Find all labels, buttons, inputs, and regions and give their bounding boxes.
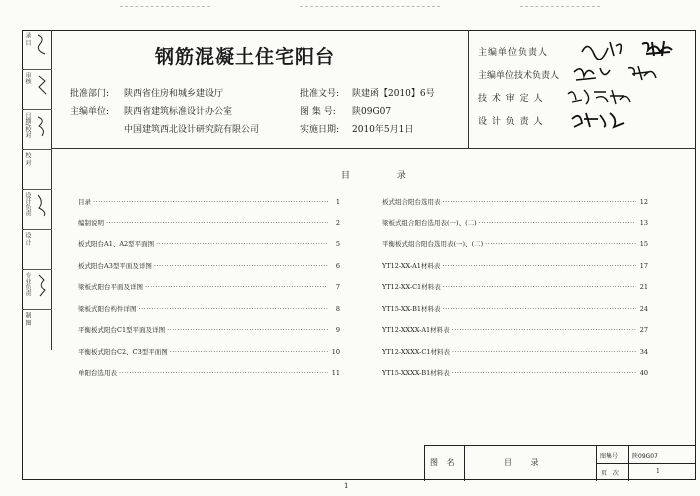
chief-editor-2: 中国建筑西北设计研究院有限公司 <box>124 125 260 135</box>
side-cell <box>22 70 52 110</box>
unit-head-label: 主编单位负责人 <box>478 48 549 58</box>
toc-entry[interactable] <box>382 304 648 313</box>
handwritten-signature <box>570 109 630 131</box>
leader-dots <box>452 348 636 356</box>
handwritten-signature <box>36 272 48 298</box>
handwritten-signature <box>566 86 646 108</box>
leader-dots <box>452 369 636 377</box>
toc-entry-page: 17 <box>639 262 648 270</box>
drawing-name: 目 录 <box>504 458 547 467</box>
toc-entry-title: YT12-XXXX-A1材料表 <box>382 326 450 334</box>
toc-entry-title: 板式阳台A1、A2型平面图 <box>78 240 155 248</box>
toc-entry-page: 5 <box>335 240 340 248</box>
toc-entry[interactable] <box>382 282 648 291</box>
toc-entry-title: 目录 <box>78 198 91 206</box>
side-cell <box>22 30 52 70</box>
leader-dots <box>442 262 636 270</box>
toc-entry-title: 梁板式阳台平面及详图 <box>78 283 143 291</box>
leader-dots <box>139 305 329 313</box>
title-block <box>424 445 696 481</box>
toc-entry[interactable] <box>78 304 340 313</box>
side-label: 专业负责 <box>24 272 31 296</box>
title-block-rule <box>596 463 696 464</box>
side-signature-strip <box>22 30 52 350</box>
toc-entry-title: 平衡板式组合阳台选用表(一)、(二) <box>382 240 484 248</box>
tech-head-label: 主编单位技术负责人 <box>478 71 560 81</box>
toc-entry[interactable] <box>382 325 648 334</box>
toc-entry-title: 编制说明 <box>78 219 104 227</box>
approval-doc-label: 批准文号: <box>300 89 340 99</box>
chief-editor-1: 陕西省建筑标准设计办公室 <box>124 107 233 117</box>
toc-entry-page: 21 <box>639 283 648 291</box>
toc-entry-page: 24 <box>639 305 648 313</box>
page-title: 钢筋混凝土住宅阳台 <box>155 46 336 68</box>
approval-doc: 陕建函【2010】6号 <box>352 89 435 99</box>
effective-date-label: 实施日期: <box>300 125 340 135</box>
scan-edge-mark <box>120 6 210 7</box>
side-cell <box>22 190 52 230</box>
toc-entry-title: 板式阳台A3型平面及详图 <box>78 262 152 270</box>
handwritten-signature <box>580 38 680 60</box>
toc-entry[interactable] <box>78 239 340 248</box>
leader-dots <box>452 326 636 334</box>
toc-entry[interactable] <box>78 325 340 334</box>
side-label: 校 对 <box>24 152 31 166</box>
approval-dept: 陕西省住房和城乡建设厅 <box>124 89 224 99</box>
toc-title: 目 录 <box>341 171 428 181</box>
leader-dots <box>167 326 328 334</box>
atlas-value: 陕09G07 <box>632 453 658 460</box>
toc-entry-page: 7 <box>335 283 340 291</box>
toc-entry-title: 板式组合阳台选用表 <box>382 198 441 206</box>
side-cell <box>22 310 52 350</box>
toc-entry-page: 8 <box>335 305 340 313</box>
toc-entry-title: YT12-XX-C1材料表 <box>382 283 441 291</box>
effective-date: 2010年5月1日 <box>352 125 414 135</box>
toc-entry-title: YT15-XXXX-B1材料表 <box>382 369 450 377</box>
toc-entry-page: 12 <box>639 198 648 206</box>
side-cell <box>22 270 52 310</box>
toc-entry-page: 40 <box>639 369 648 377</box>
toc-entry-title: 平衡板式阳台C1型平面及详图 <box>78 326 166 334</box>
side-cell <box>22 230 52 270</box>
toc-entry-page: 10 <box>331 348 340 356</box>
toc-entry-title: 单阳台选用表 <box>78 369 117 377</box>
leader-dots <box>145 283 328 291</box>
leader-dots <box>485 240 636 248</box>
side-cell <box>22 150 52 190</box>
page-number: 1 <box>344 482 349 490</box>
handwritten-signature <box>36 192 48 218</box>
side-label: 日期/校对 <box>24 112 31 139</box>
toc-entry[interactable] <box>382 347 648 356</box>
header-divider <box>468 30 469 148</box>
toc-entry[interactable] <box>78 347 340 356</box>
leader-dots <box>443 283 636 291</box>
designer-label: 设 计 负 责 人 <box>478 117 544 127</box>
leader-dots <box>479 219 636 227</box>
page-value: 1 <box>656 468 660 475</box>
toc-entry[interactable] <box>78 282 340 291</box>
toc-entry-page: 6 <box>335 262 340 270</box>
toc-entry-title: YT15-XX-B1材料表 <box>382 305 441 313</box>
atlas-no: 陕09G07 <box>352 107 392 117</box>
side-label: 设 计 <box>24 232 31 246</box>
atlas-no-label: 图 集 号: <box>300 107 336 117</box>
toc-entry-page: 15 <box>639 240 648 248</box>
toc-entry-title: YT12-XXXX-C1材料表 <box>382 348 450 356</box>
leader-dots <box>443 305 637 313</box>
toc-entry-page: 1 <box>335 198 340 206</box>
scan-edge-mark <box>520 6 600 7</box>
reviewer-label: 技 术 审 定 人 <box>478 94 544 104</box>
side-cell <box>22 110 52 150</box>
leader-dots <box>93 198 328 206</box>
leader-dots <box>156 240 328 248</box>
title-block-rule <box>424 446 425 481</box>
drawing-name-label: 图 名 <box>430 458 458 467</box>
side-label: 设计负责 <box>24 192 31 216</box>
header-bottom-rule <box>52 148 696 149</box>
page-label: 页 次 <box>601 470 621 477</box>
toc-entry[interactable] <box>382 197 648 206</box>
toc-entry-page: 9 <box>335 326 340 334</box>
handwritten-signature <box>36 32 48 58</box>
leader-dots <box>443 198 637 206</box>
toc-entry-page: 27 <box>639 326 648 334</box>
toc-entry-page: 11 <box>331 369 340 377</box>
toc-entry[interactable] <box>382 239 648 248</box>
leader-dots <box>170 348 328 356</box>
toc-entry-page: 13 <box>639 219 648 227</box>
toc-entry[interactable] <box>78 197 340 206</box>
leader-dots <box>119 369 328 377</box>
handwritten-signature <box>36 112 48 138</box>
title-block-rule <box>464 446 465 481</box>
handwritten-signature <box>572 62 672 84</box>
side-label: 审核 <box>24 72 31 84</box>
toc-entry[interactable] <box>78 368 340 377</box>
toc-entry[interactable] <box>78 218 340 227</box>
approval-dept-label: 批准部门: <box>70 89 110 99</box>
toc-entry-title: 梁板式组合阳台选用表(一)、(二) <box>382 219 477 227</box>
toc-entry[interactable] <box>382 218 648 227</box>
toc-entry-title: YT12-XX-A1材料表 <box>382 262 441 270</box>
handwritten-signature <box>36 72 48 98</box>
side-label: 制 图 <box>24 312 31 326</box>
chief-editor-label: 主编单位: <box>70 107 110 117</box>
toc-entry[interactable] <box>382 261 648 270</box>
atlas-label: 图集号 <box>600 453 619 460</box>
toc-entry-title: 梁板式阳台构件详图 <box>78 305 137 313</box>
toc-entry-page: 2 <box>335 219 340 227</box>
toc-entry-title: 平衡板式阳台C2、C3型平面图 <box>78 348 168 356</box>
toc-entry-page: 34 <box>639 348 648 356</box>
side-label: 录 目 <box>24 32 31 46</box>
toc-entry[interactable] <box>382 368 648 377</box>
scan-edge-mark <box>300 6 440 7</box>
leader-dots <box>106 219 328 227</box>
leader-dots <box>154 262 328 270</box>
toc-entry[interactable] <box>78 261 340 270</box>
